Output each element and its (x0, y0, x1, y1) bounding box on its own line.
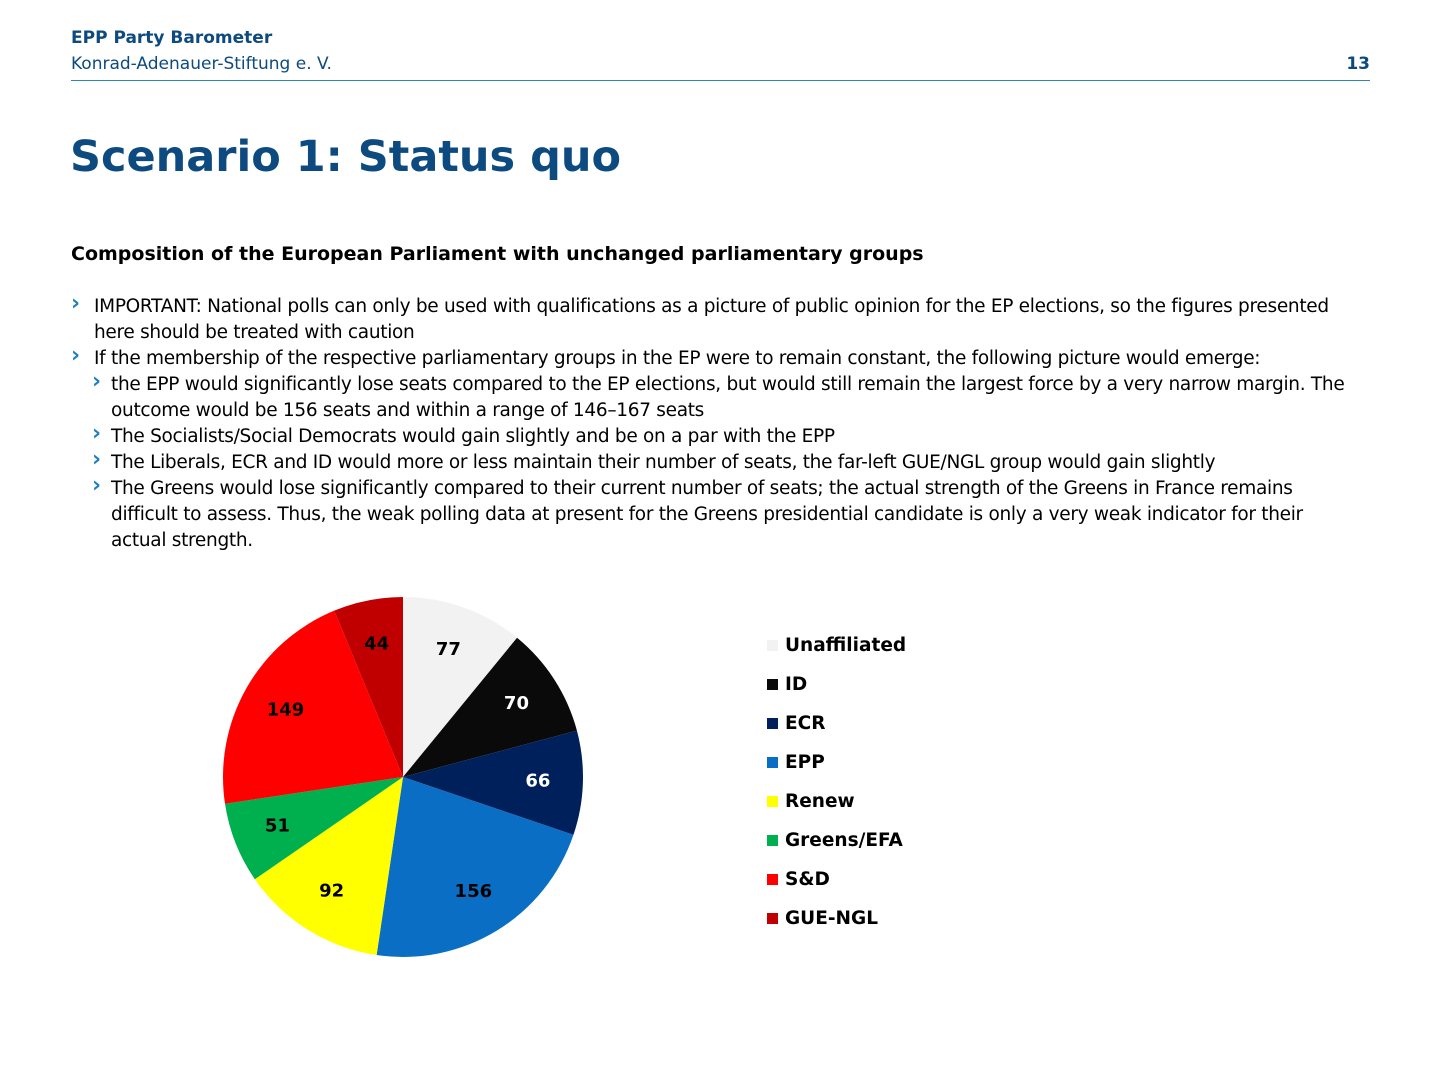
legend-item-epp (767, 743, 906, 782)
legend-swatch (767, 757, 778, 768)
sub-bullet-item: › The Greens would lose significantly compared to their current number of seats; the actual strength of the Greens in France remains difficult to assess. Thus, the weak polling data at present for the Greens presidential candidate is only a very weak indicator for their actual strength. (71, 476, 1361, 554)
sub-bullet-item: › the EPP would significantly lose seats compared to the EP elections, but would still remain the largest force by a very narrow margin. The outcome would be 156 seats and within a range of 146–167 seats (71, 372, 1361, 424)
data-label-s-d: 149 (266, 699, 305, 721)
data-label-epp: 156 (454, 881, 493, 903)
data-label-greens-efa: 51 (264, 815, 290, 837)
legend-label: S&D (785, 869, 830, 890)
legend-swatch (767, 796, 778, 807)
page-title: Scenario 1: Status quo (70, 132, 622, 182)
chart-legend (767, 626, 906, 938)
publication-title: EPP Party Barometer (71, 28, 273, 48)
data-label-unaffiliated: 77 (435, 638, 461, 660)
legend-swatch (767, 835, 778, 846)
legend-label: Renew (785, 791, 855, 812)
legend-label: Greens/EFA (785, 830, 903, 851)
sub-bullet-item: › The Socialists/Social Democrats would gain slightly and be on a par with the EPP (71, 424, 1361, 450)
legend-label: ID (785, 674, 808, 695)
legend-label: EPP (785, 752, 825, 773)
chart-subtitle: Composition of the European Parliament with unchanged parliamentary groups (71, 243, 924, 265)
legend-swatch (767, 718, 778, 729)
legend-item-ecr (767, 704, 906, 743)
page-number: 13 (1346, 54, 1370, 74)
legend-item-renew (767, 782, 906, 821)
data-label-gue-ngl: 44 (364, 633, 390, 655)
legend-item-greens-efa (767, 821, 906, 860)
data-label-id: 70 (503, 692, 529, 714)
bullet-item: › IMPORTANT: National polls can only be used with qualifications as a picture of public opinion for the EP elections, so the figures presented here should be treated with caution (71, 294, 1361, 346)
legend-item-s-d (767, 860, 906, 899)
legend-label: Unaffiliated (785, 635, 907, 656)
legend-label: GUE-NGL (785, 908, 878, 929)
legend-swatch (767, 874, 778, 885)
sub-bullet-item: › The Liberals, ECR and ID would more or less maintain their number of seats, the far-left GUE/NGL group would gain slightly (71, 450, 1361, 476)
legend-swatch (767, 640, 778, 651)
data-label-ecr: 66 (525, 770, 551, 792)
legend-item-unaffiliated (767, 626, 906, 665)
legend-item-id (767, 665, 906, 704)
pie-chart (0, 0, 760, 1000)
legend-swatch (767, 679, 778, 690)
organization-name: Konrad-Adenauer-Stiftung e. V. (71, 54, 332, 74)
bullet-item: › If the membership of the respective parliamentary groups in the EP were to remain constant, the following picture would emerge: (71, 346, 1361, 372)
legend-label: ECR (785, 713, 826, 734)
legend-item-gue-ngl (767, 899, 906, 938)
data-label-renew: 92 (319, 880, 345, 902)
legend-swatch (767, 913, 778, 924)
